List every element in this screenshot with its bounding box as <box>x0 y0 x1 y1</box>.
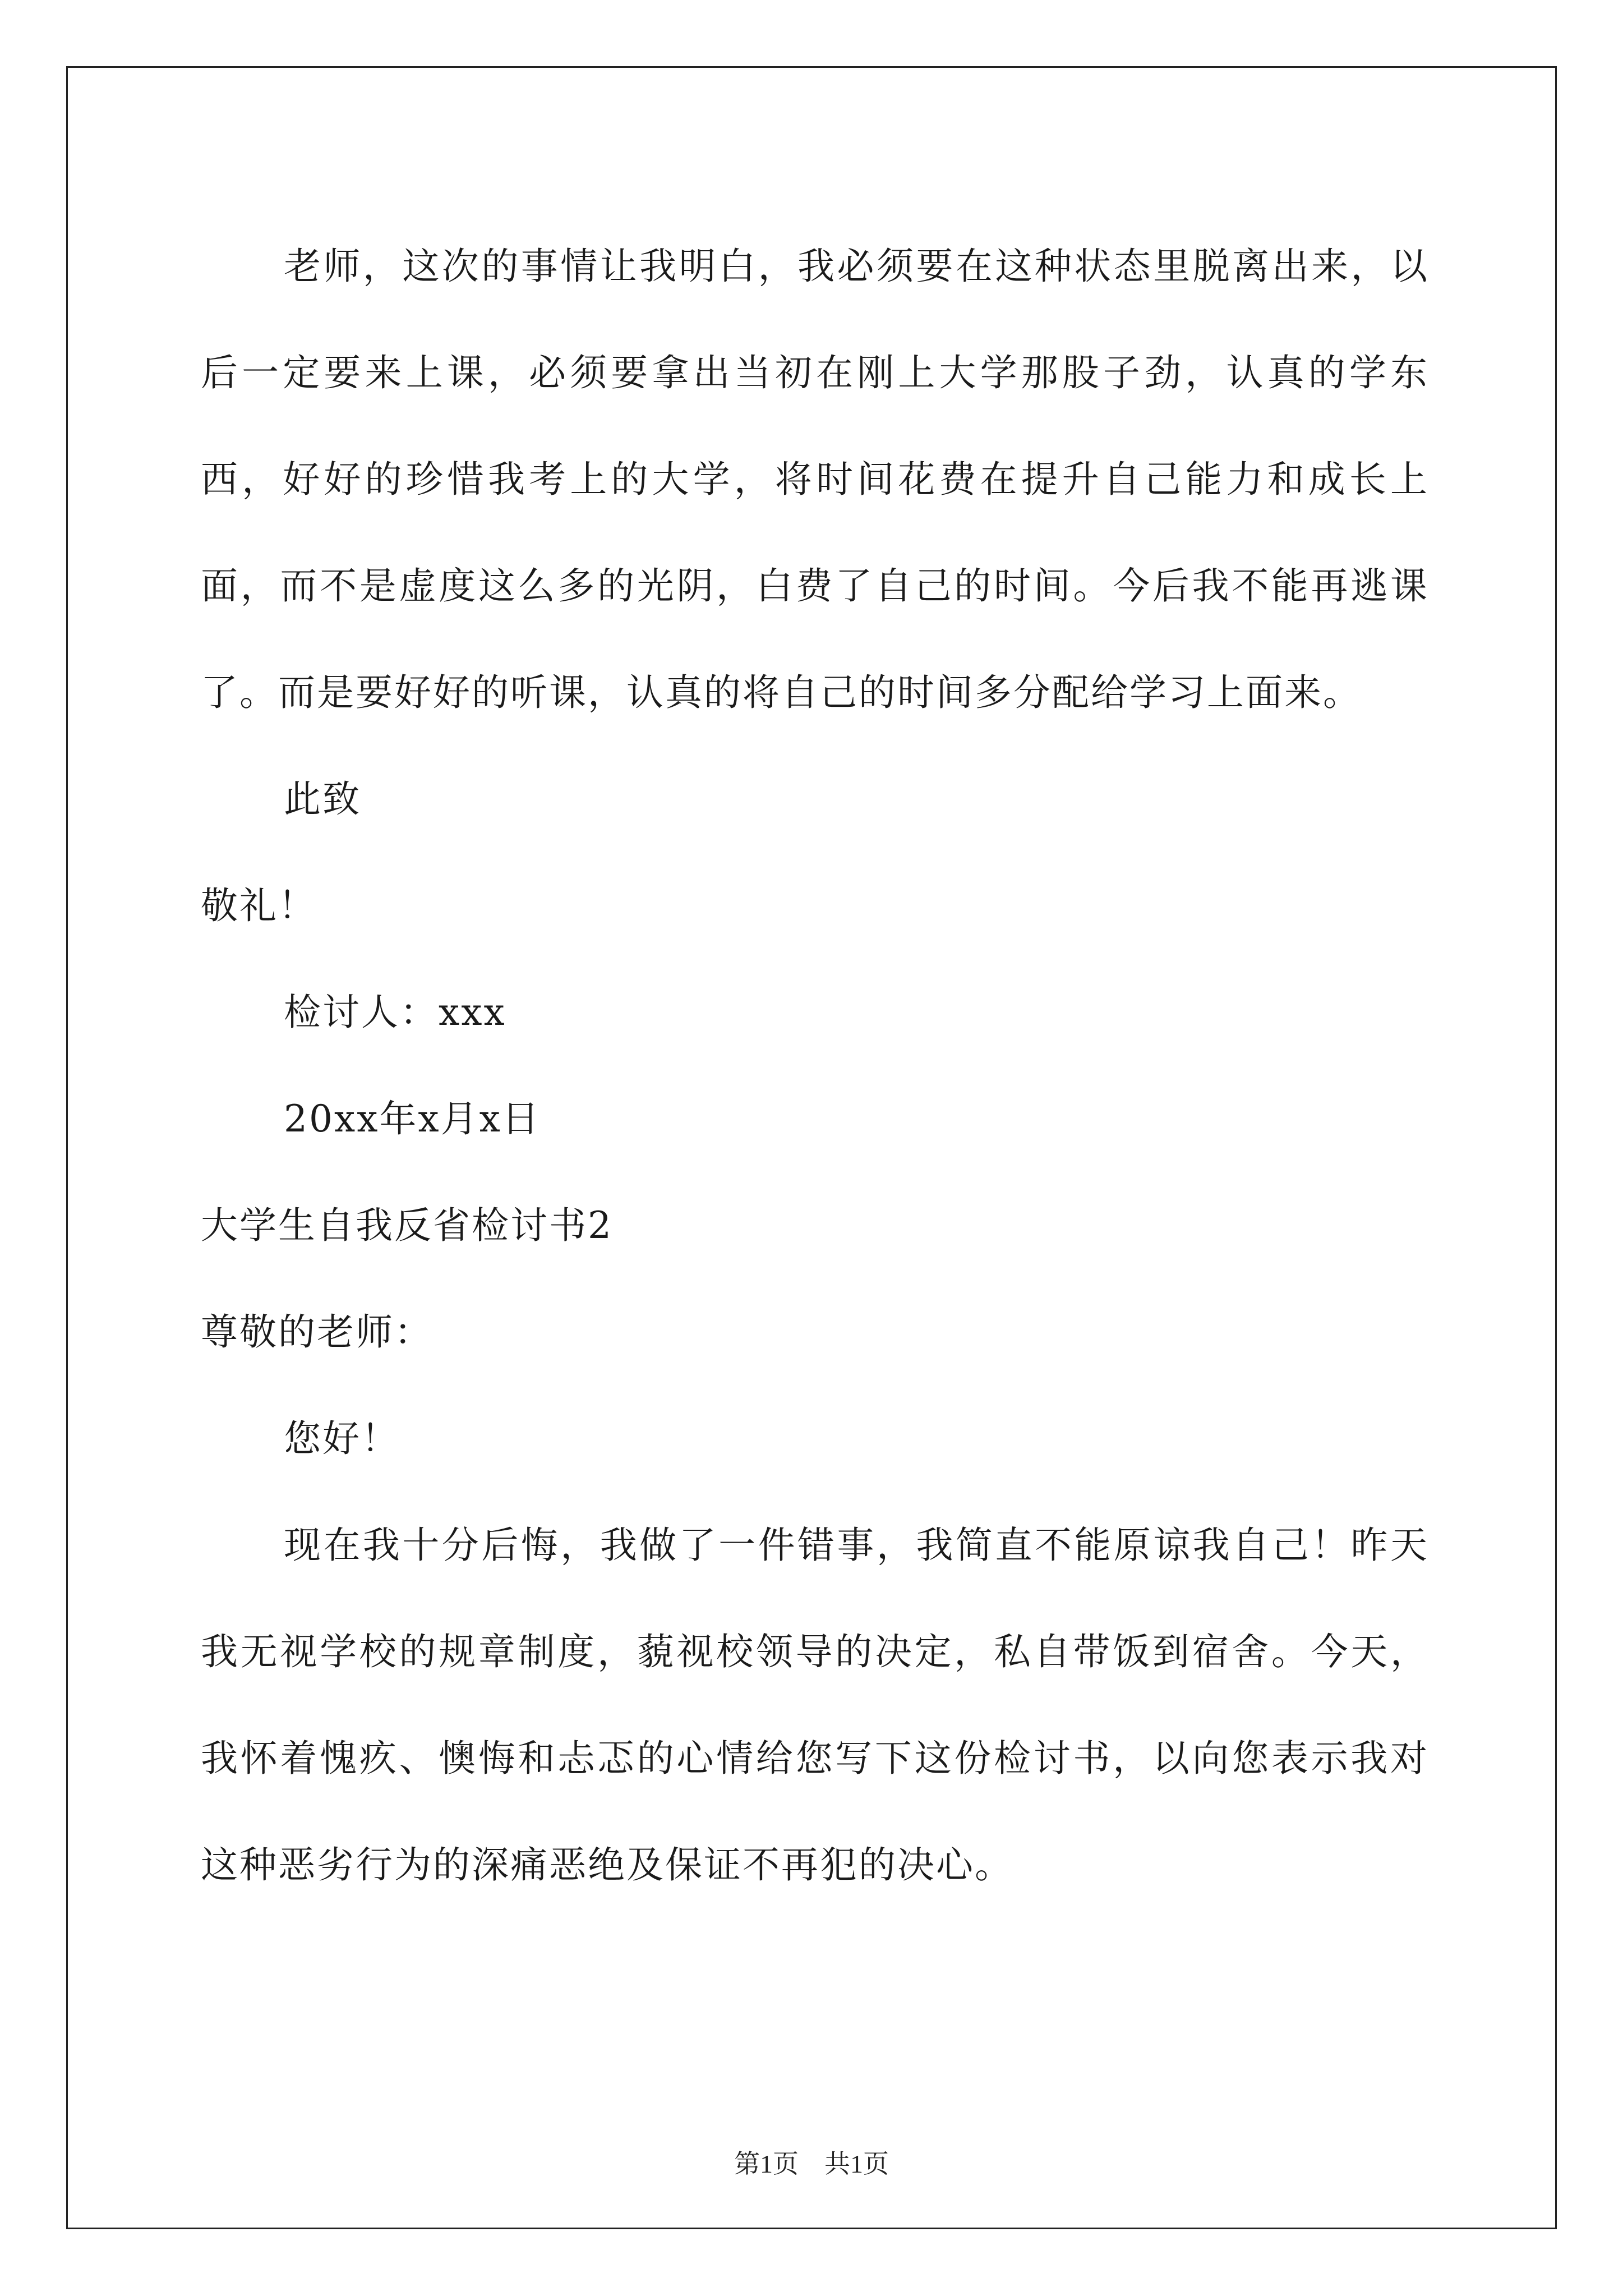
greeting-recipient: 尊敬的老师： <box>201 1310 433 1354</box>
page-number-label: 第1页 共1页 <box>734 2150 889 2178</box>
paragraph-body-2: 现在我十分后悔，我做了一件错事，我简直不能原谅我自己！昨天我无视学校的规章制度，藐视校领导的决定，私自带饭到宿舍。今天，我怀着愧疚、懊悔和忐忑的心情给您写下这份检讨书，以向您表示我对这种恶劣行为的深痛恶绝及保证不再犯的决心。 <box>201 1524 1429 1887</box>
document-body <box>201 213 1429 1918</box>
closing-regards: 敬礼！ <box>201 884 317 927</box>
paragraph-body-1: 老师，这次的事情让我明白，我必须要在这种状态里脱离出来，以后一定要来上课，必须要拿出当初在刚上大学那股子劲，认真的学东西，好好的珍惜我考上的大学，将时间花费在提升自己能力和成长上面，而不是虚度这么多的光阴，白费了自己的时间。今后我不能再逃课了。而是要好好的听课，认真的将自己的时间多分配给学习上面来。 <box>201 245 1429 714</box>
closing-salutation: 此致 <box>284 777 361 821</box>
date-line: 20xx年x月x日 <box>284 1097 541 1140</box>
section-title: 大学生自我反省检讨书2 <box>201 1204 613 1247</box>
page-footer <box>0 2147 1623 2181</box>
signature-line: 检讨人：xxx <box>284 991 506 1034</box>
greeting-hello: 您好！ <box>284 1417 400 1460</box>
